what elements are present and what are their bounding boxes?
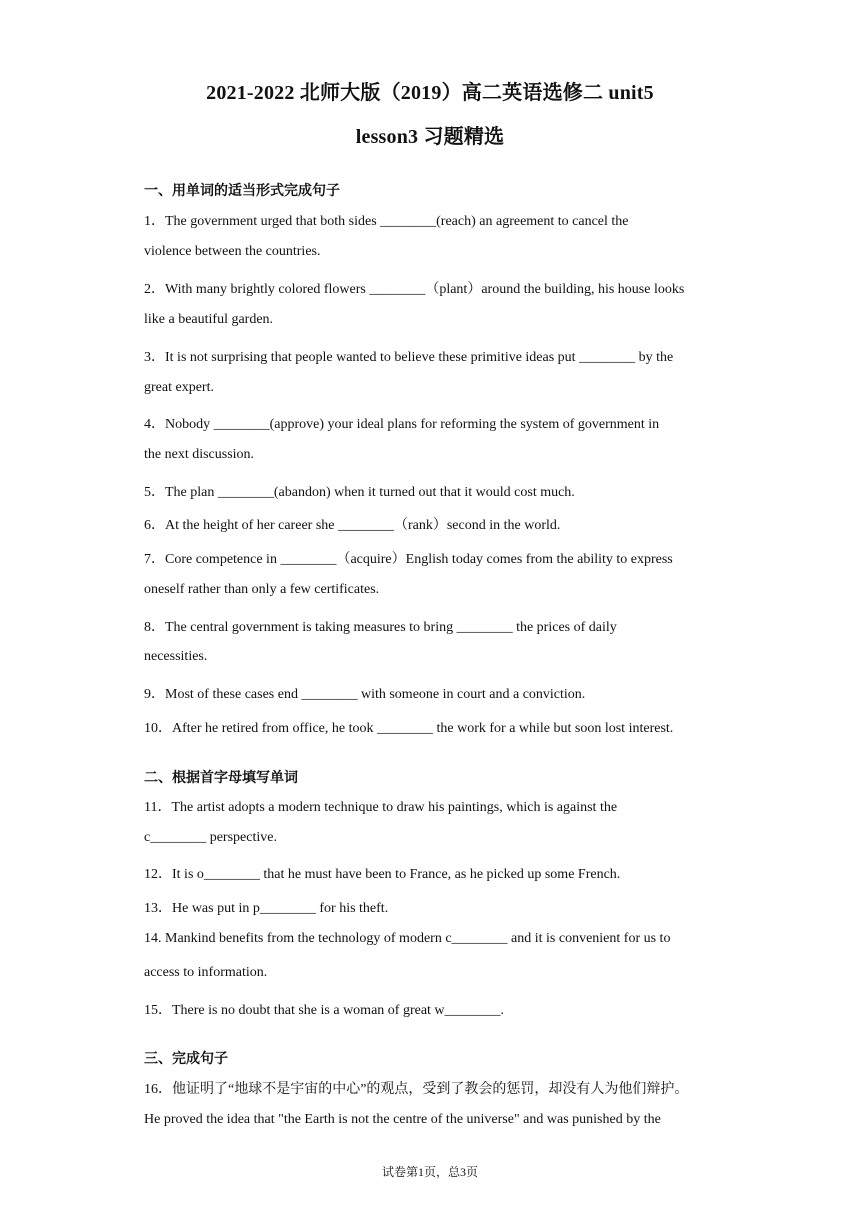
question-line: 4．Nobody ________(approve) your ideal plans for reforming the system of government in	[144, 417, 660, 432]
question-line: great expert.	[144, 380, 214, 395]
question-line: 11．The artist adopts a modern technique to draw his paintings, which is against the	[144, 800, 618, 815]
question-line: the next discussion.	[144, 447, 255, 462]
question-line: access to information.	[144, 965, 268, 980]
section-heading-3: 三、完成句子	[144, 1052, 228, 1067]
document-title-line-1: 2021-2022 北师大版（2019）高二英语选修二 unit5	[206, 82, 654, 104]
question-line: necessities.	[144, 649, 208, 664]
section-heading-2: 二、根据首字母填写单词	[144, 771, 298, 786]
question-line: 7．Core competence in ________（acquire）English today comes from the ability to express	[144, 552, 673, 567]
question-line: oneself rather than only a few certificates.	[144, 582, 380, 597]
question-line: 1．The government urged that both sides ________(reach) an agreement to cancel the	[144, 214, 629, 229]
document-title-line-2: lesson3 习题精选	[355, 126, 505, 148]
question-line: 8．The central government is taking measures to bring ________ the prices of daily	[144, 620, 617, 635]
question-line: He proved the idea that "the Earth is not the centre of the universe" and was punished by the	[144, 1112, 661, 1127]
question-line: like a beautiful garden.	[144, 312, 274, 327]
question-line: 3．It is not surprising that people wanted to believe these primitive ideas put ________ by the	[144, 350, 674, 365]
question-line: c________ perspective.	[144, 830, 277, 845]
question-line: 2．With many brightly colored flowers ________（plant）around the building, his house looks	[144, 282, 685, 297]
question-line: 14. Mankind benefits from the technology of modern c________ and it is convenient for us to	[144, 931, 671, 946]
question-line: 13．He was put in p________ for his theft.	[144, 901, 389, 916]
question-line: 12．It is o________ that he must have been to France, as he picked up some French.	[144, 867, 621, 882]
question-line: 16．他证明了“地球不是宇宙的中心”的观点，受到了教会的惩罚，却没有人为他们辩护。	[144, 1082, 689, 1097]
page-footer: 试卷第1页，总3页	[381, 1165, 478, 1179]
question-line: violence between the countries.	[144, 244, 321, 259]
section-heading-1: 一、用单词的适当形式完成句子	[144, 184, 340, 199]
question-line: 10．After he retired from office, he took ________ the work for a while but soon lost interest.	[144, 721, 674, 736]
question-line: 15．There is no doubt that she is a woman of great w________.	[144, 1003, 505, 1018]
question-line: 6．At the height of her career she ________（rank）second in the world.	[144, 518, 561, 533]
question-line: 5．The plan ________(abandon) when it turned out that it would cost much.	[144, 485, 575, 500]
question-line: 9．Most of these cases end ________ with someone in court and a conviction.	[144, 687, 586, 702]
